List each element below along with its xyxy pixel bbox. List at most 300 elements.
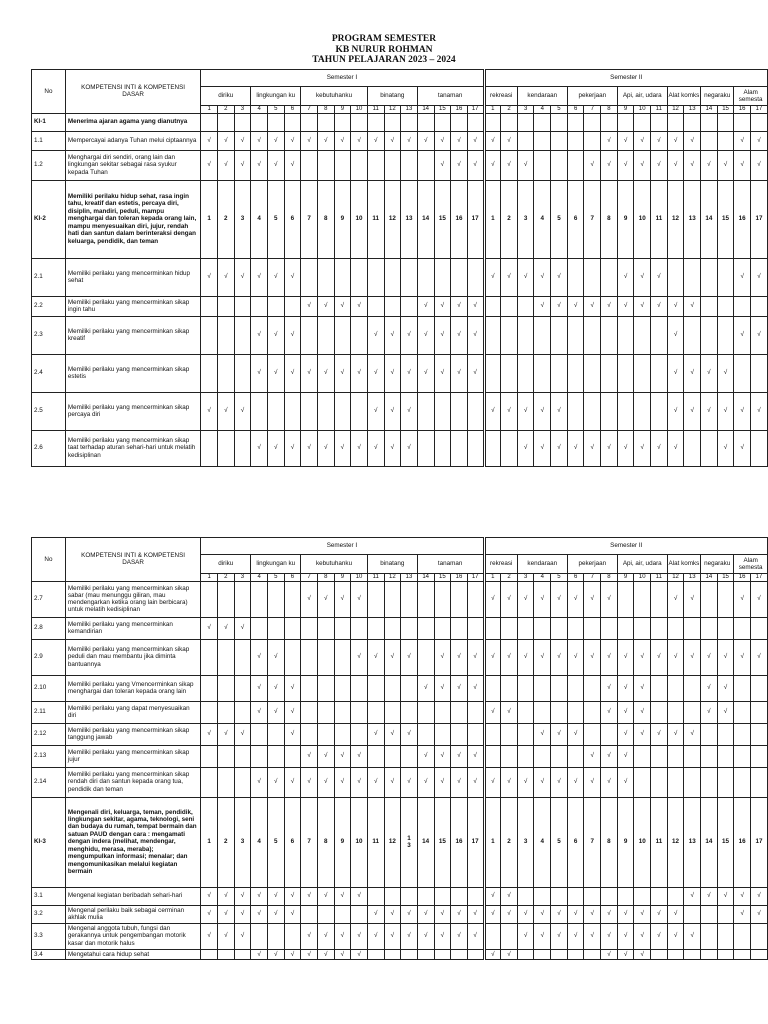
check-cell — [417, 723, 434, 745]
check-cell: √ — [667, 723, 684, 745]
check-cell — [451, 949, 468, 959]
theme-header: Alam semesta — [734, 87, 768, 106]
check-cell — [401, 701, 418, 723]
check-cell: √ — [334, 745, 351, 767]
check-cell — [517, 617, 534, 639]
check-cell: √ — [301, 767, 318, 797]
check-cell — [284, 113, 301, 131]
check-cell — [684, 258, 701, 296]
week-cell: 9 — [334, 180, 351, 258]
check-cell: √ — [484, 767, 501, 797]
check-cell — [717, 316, 734, 354]
check-cell: √ — [734, 316, 751, 354]
week-cell: 10 — [634, 180, 651, 258]
check-cell — [751, 723, 768, 745]
theme-header: diriku — [201, 555, 251, 574]
week-number: 9 — [617, 574, 634, 582]
theme-header: Alam semesta — [734, 555, 768, 574]
row-number: 3.4 — [32, 949, 66, 959]
check-cell: √ — [617, 639, 634, 675]
check-cell: √ — [634, 430, 651, 466]
check-cell — [467, 617, 484, 639]
check-cell: √ — [617, 150, 634, 180]
check-cell: √ — [684, 723, 701, 745]
check-cell: √ — [667, 150, 684, 180]
check-cell — [317, 675, 334, 701]
check-cell: √ — [551, 905, 568, 923]
check-cell: √ — [367, 639, 384, 675]
header-row-semester — [32, 538, 768, 555]
week-number: 3 — [517, 106, 534, 114]
check-cell: √ — [567, 581, 584, 617]
week-number: 1 — [201, 106, 218, 114]
check-cell — [651, 949, 668, 959]
check-cell: √ — [634, 131, 651, 150]
check-cell — [684, 701, 701, 723]
check-cell: √ — [484, 131, 501, 150]
check-cell — [634, 617, 651, 639]
check-cell: √ — [601, 131, 618, 150]
week-number: 9 — [617, 106, 634, 114]
check-cell — [717, 581, 734, 617]
check-cell: √ — [701, 701, 718, 723]
check-cell — [334, 675, 351, 701]
check-cell — [701, 316, 718, 354]
check-cell: √ — [251, 887, 268, 905]
check-cell: √ — [501, 949, 518, 959]
check-cell: √ — [617, 723, 634, 745]
check-cell: √ — [567, 923, 584, 949]
check-cell — [334, 617, 351, 639]
title-line-3: TAHUN PELAJARAN 2023 – 2024 — [312, 55, 456, 65]
check-cell: √ — [234, 923, 251, 949]
check-cell — [434, 392, 451, 430]
check-cell: √ — [401, 131, 418, 150]
check-cell: √ — [401, 767, 418, 797]
check-cell — [684, 430, 701, 466]
week-number: 7 — [301, 106, 318, 114]
check-cell: √ — [734, 887, 751, 905]
check-cell: √ — [217, 887, 234, 905]
check-cell: √ — [617, 745, 634, 767]
check-cell: √ — [234, 131, 251, 150]
check-cell: √ — [451, 150, 468, 180]
row-number: 2.1 — [32, 258, 66, 296]
check-cell — [734, 923, 751, 949]
week-number: 7 — [301, 574, 318, 582]
check-cell — [334, 316, 351, 354]
theme-header: kendaraan — [517, 87, 567, 106]
check-cell — [451, 258, 468, 296]
check-cell: √ — [367, 905, 384, 923]
check-cell — [501, 296, 518, 316]
check-cell — [201, 701, 218, 723]
check-cell — [234, 639, 251, 675]
check-cell: √ — [751, 581, 768, 617]
row-number: 1.2 — [32, 150, 66, 180]
check-cell: √ — [451, 316, 468, 354]
check-cell: √ — [567, 639, 584, 675]
check-cell: √ — [334, 296, 351, 316]
check-cell: √ — [701, 639, 718, 675]
week-number: 12 — [667, 106, 684, 114]
table-row — [32, 258, 768, 296]
check-cell — [334, 723, 351, 745]
check-cell — [534, 745, 551, 767]
week-number: 9 — [334, 574, 351, 582]
check-cell: √ — [451, 745, 468, 767]
check-cell — [234, 296, 251, 316]
row-number: 2.8 — [32, 617, 66, 639]
check-cell — [734, 723, 751, 745]
check-cell — [717, 905, 734, 923]
week-cell: 1 — [201, 797, 218, 887]
check-cell — [267, 923, 284, 949]
check-cell — [201, 949, 218, 959]
check-cell — [551, 701, 568, 723]
week-cell: 17 — [467, 180, 484, 258]
check-cell — [551, 675, 568, 701]
check-cell — [284, 296, 301, 316]
row-number: KI-3 — [32, 797, 66, 887]
week-number: 14 — [417, 574, 434, 582]
check-cell — [284, 617, 301, 639]
check-cell — [251, 923, 268, 949]
check-cell — [217, 296, 234, 316]
check-cell: √ — [267, 354, 284, 392]
week-number: 8 — [317, 106, 334, 114]
check-cell: √ — [434, 131, 451, 150]
check-cell: √ — [534, 430, 551, 466]
check-cell: √ — [317, 581, 334, 617]
check-cell — [401, 745, 418, 767]
check-cell: √ — [484, 639, 501, 675]
check-cell — [701, 767, 718, 797]
theme-header: tanaman — [417, 555, 484, 574]
check-cell: √ — [284, 258, 301, 296]
check-cell: √ — [284, 887, 301, 905]
week-number: 1 — [484, 106, 501, 114]
check-cell — [367, 949, 384, 959]
check-cell — [751, 617, 768, 639]
theme-header: kebutuhanku — [301, 555, 368, 574]
check-cell — [217, 354, 234, 392]
check-cell — [701, 296, 718, 316]
check-cell: √ — [667, 354, 684, 392]
check-cell: √ — [317, 296, 334, 316]
header-semester-2: Semester II — [484, 70, 767, 87]
check-cell: √ — [284, 316, 301, 354]
check-cell — [201, 745, 218, 767]
week-number: 17 — [751, 106, 768, 114]
check-cell — [201, 430, 218, 466]
check-cell: √ — [234, 887, 251, 905]
check-cell: √ — [351, 354, 368, 392]
check-cell — [651, 617, 668, 639]
check-cell — [301, 723, 318, 745]
check-cell: √ — [267, 258, 284, 296]
check-cell: √ — [584, 905, 601, 923]
check-cell — [584, 113, 601, 131]
check-cell — [584, 131, 601, 150]
theme-header: binatang — [367, 87, 417, 106]
check-cell — [701, 113, 718, 131]
week-number: 13 — [684, 574, 701, 582]
row-kompetensi: Memiliki perilaku yang Vmencerminkan sikap menghargai dan toleran kepada orang lain — [65, 675, 200, 701]
table-row — [32, 797, 768, 887]
check-cell — [701, 131, 718, 150]
week-number: 1 — [484, 574, 501, 582]
check-cell — [301, 150, 318, 180]
check-cell — [317, 113, 334, 131]
check-cell: √ — [334, 581, 351, 617]
theme-header: kebutuhanku — [301, 87, 368, 106]
week-number: 17 — [467, 106, 484, 114]
check-cell: √ — [217, 723, 234, 745]
check-cell — [567, 316, 584, 354]
check-cell: √ — [351, 296, 368, 316]
check-cell: √ — [417, 745, 434, 767]
check-cell — [484, 675, 501, 701]
check-cell: √ — [267, 131, 284, 150]
check-cell — [234, 701, 251, 723]
check-cell — [317, 905, 334, 923]
check-cell: √ — [351, 131, 368, 150]
row-number: 2.5 — [32, 392, 66, 430]
check-cell — [751, 923, 768, 949]
check-cell — [584, 887, 601, 905]
row-number: 2.6 — [32, 430, 66, 466]
week-cell: 8 — [601, 797, 618, 887]
check-cell — [551, 887, 568, 905]
row-number: 2.3 — [32, 316, 66, 354]
week-cell: 17 — [467, 797, 484, 887]
table-row — [32, 316, 768, 354]
check-cell — [717, 949, 734, 959]
week-number: 16 — [451, 106, 468, 114]
row-kompetensi: Memiliki perilaku yang mencerminkan kemandirian — [65, 617, 200, 639]
week-cell: 3 — [517, 797, 534, 887]
check-cell: √ — [601, 639, 618, 675]
check-cell: √ — [551, 258, 568, 296]
row-number: 2.2 — [32, 296, 66, 316]
theme-header: negaraku — [701, 87, 734, 106]
check-cell: √ — [667, 905, 684, 923]
title-line-1: PROGRAM SEMESTER — [331, 34, 437, 44]
week-number: 3 — [234, 106, 251, 114]
check-cell — [384, 675, 401, 701]
check-cell: √ — [717, 639, 734, 675]
check-cell: √ — [684, 887, 701, 905]
table-row — [32, 745, 768, 767]
check-cell — [317, 701, 334, 723]
table-row — [32, 887, 768, 905]
check-cell — [634, 887, 651, 905]
check-cell: √ — [567, 767, 584, 797]
check-cell: √ — [267, 639, 284, 675]
check-cell: √ — [217, 617, 234, 639]
theme-header: Alat komks — [667, 87, 700, 106]
check-cell — [517, 723, 534, 745]
check-cell — [567, 131, 584, 150]
check-cell: √ — [334, 923, 351, 949]
check-cell — [667, 887, 684, 905]
check-cell: √ — [201, 887, 218, 905]
check-cell: √ — [617, 923, 634, 949]
check-cell: √ — [584, 767, 601, 797]
check-cell: √ — [351, 581, 368, 617]
check-cell — [401, 150, 418, 180]
check-cell — [351, 905, 368, 923]
check-cell: √ — [317, 949, 334, 959]
check-cell — [351, 316, 368, 354]
check-cell: √ — [251, 949, 268, 959]
check-cell: √ — [367, 131, 384, 150]
check-cell — [751, 675, 768, 701]
check-cell — [384, 150, 401, 180]
check-cell — [367, 887, 384, 905]
check-cell — [201, 675, 218, 701]
week-number: 2 — [217, 574, 234, 582]
check-cell — [367, 675, 384, 701]
check-cell: √ — [434, 354, 451, 392]
row-number: 2.9 — [32, 639, 66, 675]
week-number: 4 — [251, 106, 268, 114]
check-cell: √ — [301, 296, 318, 316]
check-cell: √ — [451, 767, 468, 797]
row-number: KI-1 — [32, 113, 66, 131]
check-cell: √ — [701, 675, 718, 701]
week-cell: 4 — [251, 180, 268, 258]
row-number: 3.3 — [32, 923, 66, 949]
check-cell — [734, 767, 751, 797]
week-number: 11 — [651, 574, 668, 582]
check-cell: √ — [301, 131, 318, 150]
check-cell — [734, 675, 751, 701]
check-cell — [501, 675, 518, 701]
check-cell — [384, 617, 401, 639]
header-kompetensi: KOMPETENSI INTI & KOMPETENSI DASAR — [65, 538, 200, 582]
check-cell — [517, 354, 534, 392]
check-cell — [734, 296, 751, 316]
check-cell: √ — [384, 354, 401, 392]
week-number: 5 — [551, 106, 568, 114]
week-cell: 4 — [534, 797, 551, 887]
row-number: KI-2 — [32, 180, 66, 258]
check-cell — [451, 581, 468, 617]
check-cell: √ — [417, 767, 434, 797]
check-cell: √ — [667, 392, 684, 430]
week-number: 5 — [551, 574, 568, 582]
check-cell: √ — [751, 258, 768, 296]
check-cell — [417, 113, 434, 131]
check-cell — [634, 745, 651, 767]
check-cell — [717, 617, 734, 639]
theme-header: lingkungan ku — [251, 87, 301, 106]
table-row — [32, 617, 768, 639]
check-cell — [667, 113, 684, 131]
check-cell — [684, 675, 701, 701]
check-cell: √ — [234, 392, 251, 430]
check-cell — [684, 316, 701, 354]
check-cell: √ — [734, 430, 751, 466]
check-cell — [651, 316, 668, 354]
check-cell: √ — [267, 675, 284, 701]
check-cell: √ — [617, 296, 634, 316]
check-cell: √ — [467, 905, 484, 923]
check-cell: √ — [567, 430, 584, 466]
check-cell: √ — [517, 639, 534, 675]
check-cell — [251, 392, 268, 430]
check-cell — [667, 949, 684, 959]
check-cell — [534, 617, 551, 639]
check-cell — [484, 617, 501, 639]
row-kompetensi: Memiliki perilaku yang mencerminkan sikap taat terhadap aturan sehari-hari untuk melatih kedisiplinan — [65, 430, 200, 466]
check-cell — [584, 675, 601, 701]
check-cell: √ — [217, 392, 234, 430]
check-cell — [201, 296, 218, 316]
check-cell — [567, 949, 584, 959]
week-number: 11 — [651, 106, 668, 114]
row-kompetensi: Menerima ajaran agama yang dianutnya — [65, 113, 200, 131]
check-cell — [717, 131, 734, 150]
check-cell — [417, 949, 434, 959]
week-cell: 2 — [217, 180, 234, 258]
table-row — [32, 430, 768, 466]
check-cell — [417, 150, 434, 180]
check-cell — [417, 701, 434, 723]
check-cell: √ — [751, 150, 768, 180]
check-cell — [351, 675, 368, 701]
week-cell: 4 — [251, 797, 268, 887]
week-number: 17 — [751, 574, 768, 582]
row-number: 2.10 — [32, 675, 66, 701]
table-row — [32, 767, 768, 797]
check-cell — [217, 316, 234, 354]
theme-header: binatang — [367, 555, 417, 574]
check-cell — [684, 617, 701, 639]
check-cell — [451, 701, 468, 723]
check-cell: √ — [734, 639, 751, 675]
check-cell: √ — [417, 923, 434, 949]
check-cell — [751, 354, 768, 392]
check-cell: √ — [317, 767, 334, 797]
check-cell — [567, 701, 584, 723]
check-cell: √ — [701, 354, 718, 392]
check-cell: √ — [351, 745, 368, 767]
check-cell: √ — [434, 296, 451, 316]
check-cell — [351, 701, 368, 723]
check-cell — [467, 723, 484, 745]
table-row — [32, 581, 768, 617]
week-number: 2 — [501, 106, 518, 114]
check-cell — [517, 949, 534, 959]
check-cell: √ — [634, 675, 651, 701]
check-cell: √ — [617, 701, 634, 723]
check-cell: √ — [467, 639, 484, 675]
check-cell — [517, 316, 534, 354]
check-cell: √ — [684, 581, 701, 617]
check-cell — [234, 113, 251, 131]
week-number: 12 — [384, 574, 401, 582]
check-cell — [717, 767, 734, 797]
week-cell: 11 — [367, 797, 384, 887]
check-cell — [334, 258, 351, 296]
check-cell: √ — [417, 316, 434, 354]
week-cell: 6 — [284, 797, 301, 887]
check-cell — [451, 430, 468, 466]
check-cell — [301, 392, 318, 430]
